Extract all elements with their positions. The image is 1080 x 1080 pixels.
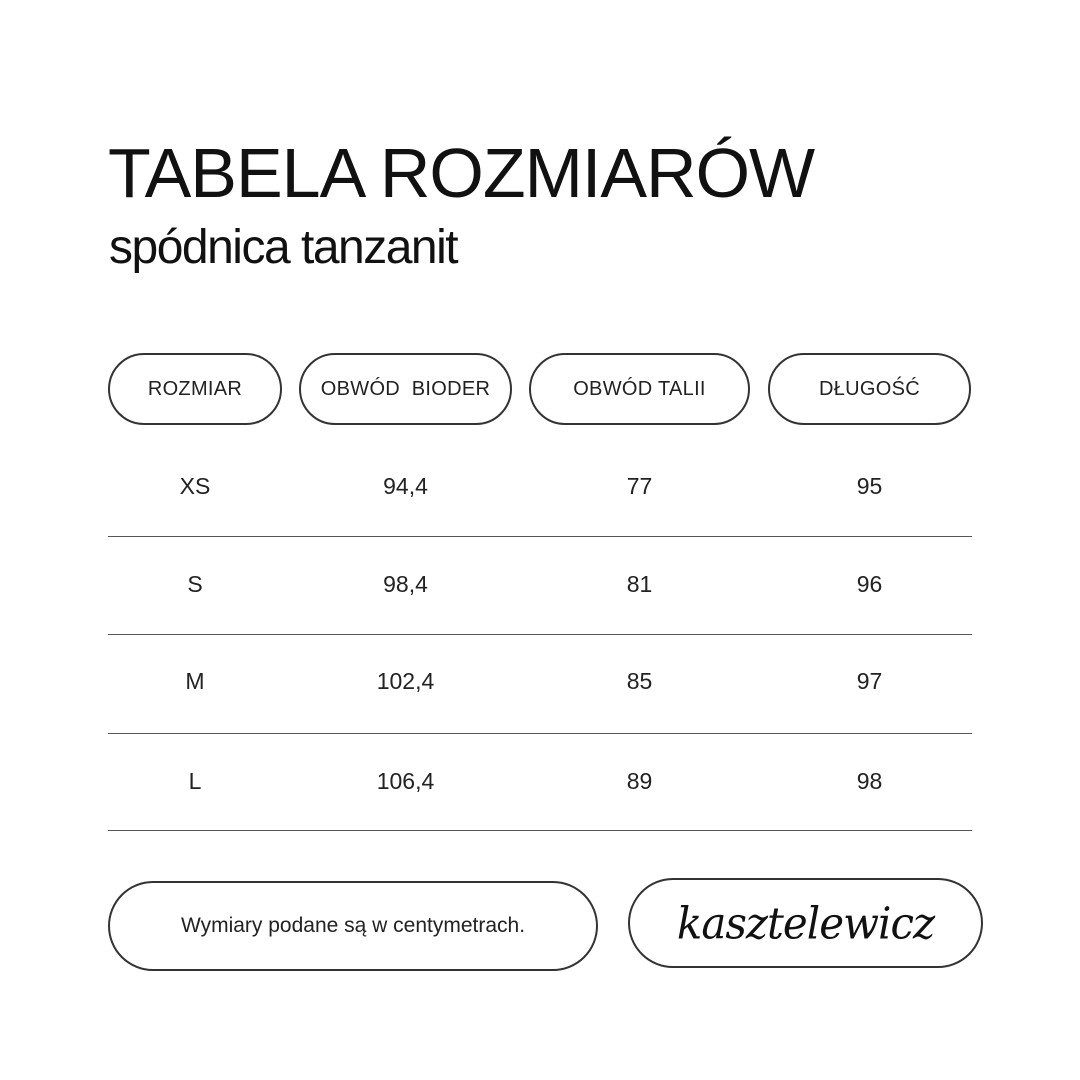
cell-hip: 102,4 xyxy=(376,668,435,694)
table-row xyxy=(0,535,1080,633)
units-note-text: Wymiary podane są w centymetrach. xyxy=(180,914,526,937)
cell-size: L xyxy=(188,768,202,794)
column-header-waist: OBWÓD TALII xyxy=(529,353,750,425)
cell-hip: 94,4 xyxy=(383,473,428,499)
table-row xyxy=(0,732,1080,830)
page-subtitle: spódnica tanzanit xyxy=(109,221,458,274)
cell-length: 97 xyxy=(856,668,883,694)
units-note xyxy=(108,881,598,971)
page-title: TABELA ROZMIARÓW xyxy=(108,134,815,212)
column-header-size: ROZMIAR xyxy=(108,353,282,425)
cell-hip: 98,4 xyxy=(383,571,428,597)
cell-size: XS xyxy=(179,473,211,499)
cell-length: 98 xyxy=(856,768,883,794)
cell-waist: 85 xyxy=(626,668,653,694)
table-row xyxy=(0,632,1080,730)
column-header-hip xyxy=(299,353,512,425)
column-header-hip-label: OBWÓD BIODER xyxy=(320,377,491,400)
cell-length: 95 xyxy=(856,473,883,499)
brand-logo-text: kasztelewicz xyxy=(676,897,935,949)
cell-size: M xyxy=(185,668,205,694)
brand-badge xyxy=(628,878,983,968)
cell-waist: 81 xyxy=(626,571,653,597)
cell-size: S xyxy=(187,571,203,597)
table-row xyxy=(0,437,1080,535)
cell-waist: 89 xyxy=(626,768,653,794)
cell-waist: 77 xyxy=(626,473,653,499)
column-header-length: DŁUGOŚĆ xyxy=(768,353,971,425)
cell-length: 96 xyxy=(856,571,883,597)
row-divider xyxy=(108,830,972,831)
cell-hip: 106,4 xyxy=(376,768,435,794)
